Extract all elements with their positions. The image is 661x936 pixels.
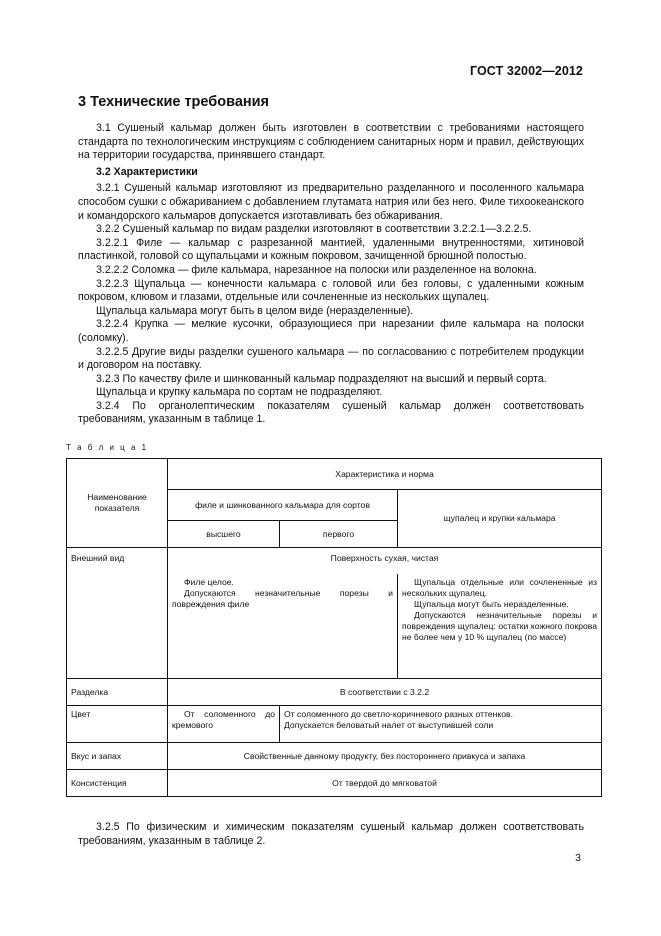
paragraph-3-2-1: 3.2.1 Сушеный кальмар изготовляют из предварительно разделанного и посоленного кальмара способом сушки с обжариванием с добавлением глутамата натрия или без него. Филе тихоокеанского и командорского кальмаров допускается изготавливать без обжаривания. bbox=[78, 182, 584, 222]
row-color-name: Цвет bbox=[67, 706, 168, 743]
row-taste-name: Вкус и запах bbox=[67, 743, 168, 770]
table-row bbox=[67, 679, 602, 706]
row-color-rest bbox=[280, 706, 602, 743]
header-fillet-grades: филе и шинкованного кальмара для сортов bbox=[168, 490, 398, 521]
paragraph-3-2-2-3: 3.2.2.3 Щупальца — конечности кальмара с головой или без головы, с удаленными кожным покровом, клювом и глазами, отдельные или сочлененные из нескольких щупалец. bbox=[78, 277, 584, 304]
header-indicator-name: Наименование показателя bbox=[67, 459, 168, 548]
paragraph-3-2-2: 3.2.2 Сушеный кальмар по видам разделки изготовляют в соответствии 3.2.2.1—3.2.2.5. bbox=[96, 223, 532, 236]
paragraph-3-2-2-4: 3.2.2.4 Крупка — мелкие кусочки, образующиеся при нарезании филе кальмара на полоски (соломку). bbox=[78, 318, 584, 344]
paragraph-3-2-5: 3.2.5 По физическим и химическим показателям сушеный кальмар должен соответствовать требованиям, указанным в таблице 2. bbox=[78, 821, 584, 847]
row-cutting-value: В соответствии с 3.2.2 bbox=[168, 679, 602, 706]
header-characteristic: Характеристика и норма bbox=[168, 459, 602, 490]
paragraph-3-2-2-2: 3.2.2.2 Соломка — филе кальмара, нарезанное на полоски или разделенное на волокна. bbox=[96, 263, 537, 276]
row-color-top: От соломенного до кремового bbox=[168, 706, 280, 743]
page-number: 3 bbox=[575, 852, 581, 864]
header-grade-first: первого bbox=[280, 521, 398, 548]
paragraph-3-2-4: 3.2.4 По органолептическим показателям сушеный кальмар должен соответствовать требованиям, указанным в таблице 1. bbox=[78, 399, 584, 426]
paragraph-3-2-3-note: Щупальца и крупку кальмара по сортам не подразделяют. bbox=[96, 386, 383, 399]
row-taste-value: Свойственные данному продукту, без постороннего привкуса и запаха bbox=[168, 743, 602, 770]
table-row bbox=[67, 770, 602, 797]
paragraph-3-2-2-3-note: Щупальца кальмара могут быть в целом виде (неразделенные). bbox=[96, 304, 414, 317]
row-appearance-tentacles bbox=[398, 574, 602, 679]
appearance-fillet-line-2: Допускаются незначительные порезы и повреждения филе bbox=[172, 588, 393, 610]
row-cutting-name: Разделка bbox=[67, 679, 168, 706]
table-header-row bbox=[67, 459, 602, 490]
appearance-tentacles-line-3: Допускаются незначительные порезы и повреждения щупалец: остатки кожного покрова не более чем у 10 % щупалец (по массе) bbox=[402, 610, 598, 643]
table-caption: Т а б л и ц а 1 bbox=[66, 443, 149, 453]
page-content bbox=[66, 94, 598, 848]
color-rest-line-2: Допускается беловатый налет от выступившей соли bbox=[284, 720, 494, 731]
header-tentacles: щупалец и крупки кальмара bbox=[398, 490, 602, 548]
table-row bbox=[67, 706, 602, 743]
paragraph-3-2-2-1: 3.2.2.1 Филе — кальмар с разрезанной мантией, удаленными внутренностями, хитиновой пластинкой, головой со щупальцами и кожным покровом, зачищенной брюшной полостью. bbox=[78, 236, 584, 263]
document-header: ГОСТ 32002—2012 bbox=[469, 64, 583, 78]
section-title: 3 Технические требования bbox=[78, 94, 270, 110]
row-appearance-fillet bbox=[168, 574, 398, 679]
row-appearance-common: Поверхность сухая, чистая bbox=[168, 548, 602, 575]
row-consistency-name: Консистенция bbox=[67, 770, 168, 797]
appearance-tentacles-line-2: Щупальца могут быть неразделенные. bbox=[414, 599, 569, 610]
paragraph-3-1: 3.1 Сушеный кальмар должен быть изготовлен в соответствии с требованиями настоящего стандарта по технологическим инструкциям с соблюдением санитарных норм и правил, действующих на территории государства, принявшего стандарт. bbox=[78, 122, 584, 162]
subsection-title-3-2: 3.2 Характеристики bbox=[96, 165, 198, 178]
paragraph-3-2-2-5: 3.2.2.5 Другие виды разделки сушеного кальмара — по согласованию с потребителем продукции и договором на поставку. bbox=[78, 345, 584, 372]
appearance-tentacles-line-1: Щупальца отдельные или сочлененные из нескольких щупалец. bbox=[402, 577, 598, 599]
organoleptic-table bbox=[66, 458, 602, 797]
paragraph-3-2-3: 3.2.3 По качеству филе и шинкованный кальмар подразделяют на высший и первый сорта. bbox=[96, 372, 547, 385]
header-grade-top: высшего bbox=[168, 521, 280, 548]
table-row bbox=[67, 548, 602, 575]
color-rest-line-1: От соломенного до светло-коричневого разных оттенков. bbox=[284, 709, 513, 720]
row-appearance-name: Внешний вид bbox=[67, 548, 168, 679]
appearance-fillet-line-1: Филе целое. bbox=[184, 577, 234, 588]
table-row bbox=[67, 743, 602, 770]
row-consistency-value: От твердой до мягковатой bbox=[168, 770, 602, 797]
